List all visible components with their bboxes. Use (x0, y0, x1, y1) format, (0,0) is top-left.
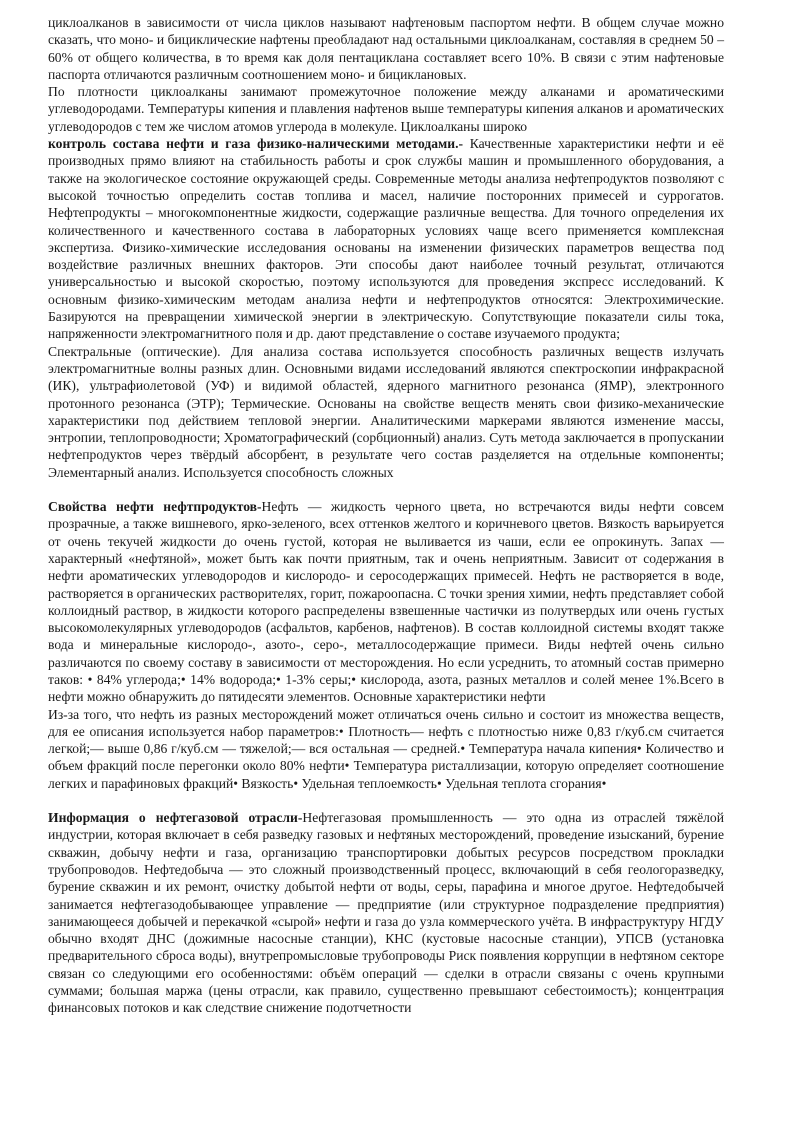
section-gap (48, 481, 724, 498)
paragraph-spectral-methods: Спектральные (оптические). Для анализа состава используется способность различных веществ излучать электромагнитные волны разных длин. Основными видами исследований являются спектроскопии инфракрасной (ИК), ультрафиолетовой (УФ) и видимой областей, ядерного магнитного резонанса (ЯМР), электронного протонного резонанса (ЭТР); Термические. Основаны на свойстве веществ менять свои физико-механические характеристики под действием тепловой энергии. Аналитическими маркерами являются изменение массы, энтропии, теплопроводности; Хроматографический (сорбционный) анализ. Суть метода заключается в пропускании нефтепродуктов через твёрдый абсорбент, в результате чего состав разделяется на отдельные компоненты; Элементарный анализ. Используется способность сложных (48, 343, 724, 480)
section-gap (48, 792, 724, 809)
paragraph-oil-parameters: Из-за того, что нефть из разных месторождений может отличаться очень сильно и состоит из множества веществ, для ее описания используется набор параметров:• Плотность— нефть с плотностью ниже 0,83 г/куб.см считается легкой;— выше 0,86 г/куб.см — тяжелой;— вся остальная — средней.• Температура начала кипения• Количество и объем фракций после перегонки около 80% нефти• Температура ристаллизации, которую определяет соотношение легких и парафиновых фракций• Вязкость• Удельная теплоемкость• Удельная теплота сгорания• (48, 706, 724, 791)
paragraph-cycloalkane-density: По плотности циклоалканы занимают промежуточное положение между алканами и ароматическими углеводородами. Температуры кипения и плавления нафтенов выше температуры кипения алканов и ароматических углеводородов с тем же числом атомов углерода в молекуле. Циклоалканы широко (48, 84, 724, 134)
paragraph-naphthene-passport: циклоалканов в зависимости от числа циклов называют нафтеновым паспортом нефти. В общем случае можно сказать, что моно- и бициклические нафтены преобладают над остальными циклоалканам, составляя в среднем 50 – 60% от общего количества, в то время как доля пентациклана составляет всего 10%. В связи с этим нафтеновые паспорта отличаются различным соотношением моно- и бициклановых. (48, 15, 724, 82)
document-page (48, 14, 724, 1017)
section-industry-info (48, 809, 724, 1017)
section-heading-oil-properties: Свойства нефти нефтпродуктов- (48, 499, 262, 515)
section-heading-control-methods: контроль состава нефти и газа физико-налическими методами.- (48, 136, 464, 152)
section-body-oil-properties: Нефть — жидкость черного цвета, но встречаются виды нефти совсем прозрачные, а также вишневого, ярко-зеленого, всех оттенков желтого и коричневого цветов. Вязкость варьируется от очень текучей жидкости до очень густой, которая не выливается из чаши, если ее опрокинуть. Запах — характерный «нефтяной», может быть как почти приятным, так и очень неприятным. Зависит от содержания в нефти ароматических углеводородов и кислородо- и серосодержащих примесей. Нефть не растворяется в воде, растворяется в органических растворителях, горит, пожароопасна. С точки зрения химии, нефть представляет собой коллоидный раствор, в жидкости которого распределены взвешенные частички из полутвердых или очень густых высокомолекулярных углеводородов (асфальтов, карбенов, нафтенов). В состав коллоидной системы входят также вода и минеральные кислородо-, азото-, серо-, металлосодержащие примеси. Виды нефтей очень сильно различаются по своему составу в зависимости от месторождения. Но если усреднить, то атомный состав примерно таков: • 84% углерода;• 14% водорода;• 1-3% серы;• кислорода, азота, разных металлов и солей менее 1%.Всего в нефти можно обнаружить до пятидесяти элементов. Основные характеристики нефти (48, 499, 725, 705)
section-body-control-methods: Качественные характеристики нефти и её производных прямо влияют на стабильность работы и срок службы машин и промышленного оборудования, а также на экологическое состояние окружающей среды. Современные методы анализа нефтепродуктов позволяют с высокой точностью определить состав топлива и масел, наличие посторонних примесей и суррогатов. Нефтепродукты – многокомпонентные жидкости, содержащие различные вещества. Для точного определения их количественного и качественного состава в лабораторных условиях чаще всего применяется комплексная экспертиза. Физико-химические исследования основаны на изменении физических параметров вещества под воздействие различных внешних факторов. Эти способы дают наиболее точный результат, отличаются универсальностью и высокой скоростью, поэтому используются для проведения экспресс исследований. К основным физико-химическим методам анализа нефти и нефтепродуктов относятся: Электрохимические. Базируются на превращении химической энергии в электрическую. Сопутствующие показатели силы тока, напряженности электромагнитного поля и др. дают представление о составе изучаемого продукта; (48, 136, 725, 342)
section-body-industry-info: Нефтегазовая промышленность — это одна из отраслей тяжёлой индустрии, которая включает в себя разведку газовых и нефтяных месторождений, проведение изысканий, бурение скважин, добычу нефти и газа, организацию транспортировки добытых ресурсов посредством прокладки трубопроводов. Нефтедобыча — это сложный производственный процесс, включающий в себя геологоразведку, бурение скважин и их ремонт, очистку добытой нефти от воды, серы, парафина и многое другое. Нефтедобычей занимается нефтегазодобывающее управление — предприятие (или структурное подразделение предприятия) занимающееся добычей и перекачкой «сырой» нефти и газа до узла коммерческого учёта. В инфраструктуру НГДУ обычно входят ДНС (дожимные насосные станции), КНС (кустовые насосные станции), УПСВ (установка предварительного сброса воды), внутрепромысловые трубопроводы Риск появления коррупции в нефтяном секторе связан со следующими его особенностями: объём операций — сделки в отрасли связаны с очень крупными суммами; большая маржа (цены отрасли, как правило, существенно превышают себестоимость); концентрация финансовых потоков и как следствие снижение подотчетности (48, 810, 724, 1016)
section-heading-industry-info: Информация о нефтегазовой отрасли- (48, 810, 303, 826)
section-control-methods (48, 135, 724, 343)
section-oil-properties (48, 498, 724, 706)
